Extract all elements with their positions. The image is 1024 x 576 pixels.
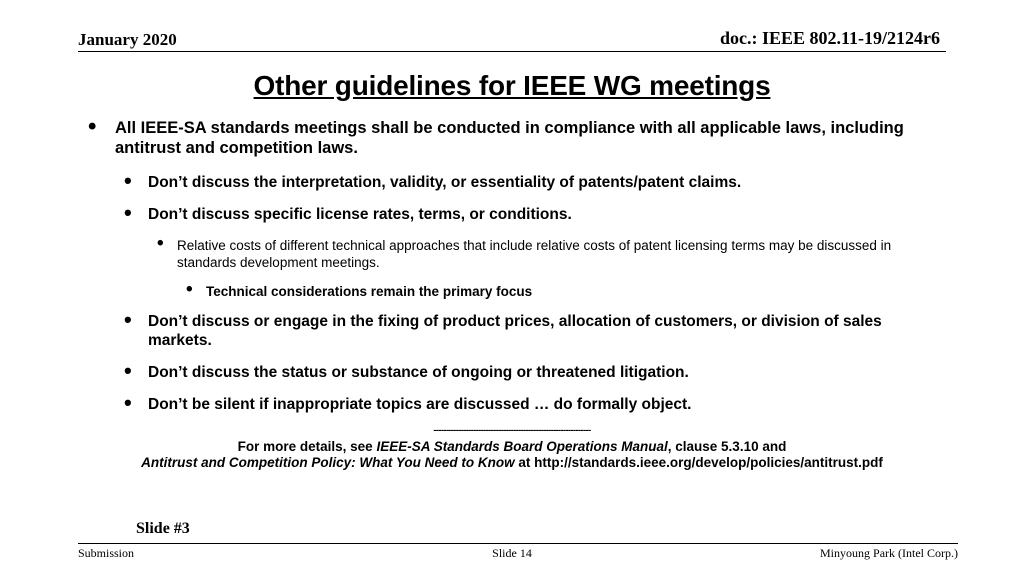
footer-divider [78,543,958,544]
footnote-line-2 [0,455,1024,470]
bullet-level1-antitrust-compliance: All IEEE-SA standards meetings shall be conducted in compliance with all applicable laws, including antitrust and competition laws. [115,119,904,157]
bullet-dot: • [124,390,132,415]
footer-author: Minyoung Park (Intel Corp.) [820,546,958,560]
bullet-dot: • [88,113,97,140]
bullet-dot: • [124,307,132,332]
bullet-dot: • [124,358,132,383]
bullet-level2-license-rates: Don’t discuss specific license rates, terms, or conditions. [148,206,572,223]
footnote-line-1-suffix: , clause 5.3.10 and [667,439,787,454]
slide-title: Other guidelines for IEEE WG meetings [253,70,771,101]
footnote-line-1-prefix: For more details, see [237,439,377,454]
footnote-separator: --------------------------------------------------------------- [433,425,591,435]
bullet-dot: • [157,233,164,254]
bullet-dot: • [124,168,132,193]
header-doc-id: doc.: IEEE 802.11-19/2124r6 [719,28,940,48]
bullet-level2-litigation: Don’t discuss the status or substance of ongoing or threatened litigation. [148,364,689,381]
bullet-level2-product-prices: Don’t discuss or engage in the fixing of product prices, allocation of customers, or division of sales markets. [148,313,882,349]
bullet-level4-technical-focus: Technical considerations remain the primary focus [206,284,533,299]
footnote-operations-manual-link: IEEE-SA Standards Board Operations Manual [376,439,668,454]
footnote-line-1 [0,439,1024,454]
footer-submission: Submission [78,546,135,560]
slide-reference: Slide #3 [136,520,190,537]
bullet-dot: • [124,200,132,225]
footnote-antitrust-policy-title: Antitrust and Competition Policy: What You Need to Know [141,455,515,470]
header-date: January 2020 [78,30,177,49]
bullet-dot: • [186,279,193,300]
bullet-level3-relative-costs: Relative costs of different technical approaches that include relative costs of patent licensing terms may be discussed in standards development meetings. [177,238,892,270]
footnote-antitrust-url[interactable]: at http://standards.ieee.org/develop/policies/antitrust.pdf [514,455,883,470]
footer-slide-number: Slide 14 [492,546,532,560]
header-divider [78,51,946,52]
bullet-level2-patents: Don’t discuss the interpretation, validity, or essentiality of patents/patent claims. [148,174,742,191]
bullet-level2-formally-object: Don’t be silent if inappropriate topics are discussed … do formally object. [148,396,692,413]
